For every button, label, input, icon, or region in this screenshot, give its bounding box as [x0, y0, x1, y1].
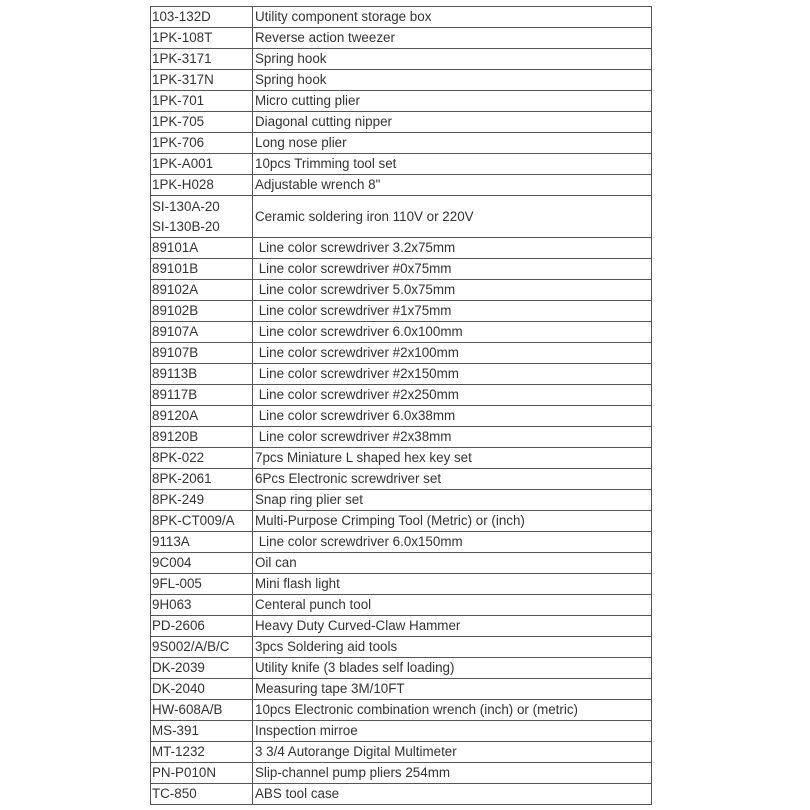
- part-number-cell: [151, 385, 253, 406]
- part-number-cell: [151, 238, 253, 259]
- table-row: [151, 70, 652, 91]
- description-cell: [253, 154, 652, 175]
- part-number-cell: [151, 490, 253, 511]
- part-description: Oil can: [255, 555, 297, 570]
- part-number-cell: [151, 595, 253, 616]
- part-description: Line color screwdriver 5.0x75mm: [255, 282, 456, 297]
- table-row: [151, 742, 652, 763]
- part-number-cell: [151, 364, 253, 385]
- table-row: [151, 49, 652, 70]
- part-number: SI-130B-20: [152, 218, 220, 234]
- part-number: 9S002/A/B/C: [152, 639, 230, 654]
- part-number: 1PK-706: [152, 135, 205, 150]
- part-number-cell: [151, 70, 253, 91]
- part-description: 10pcs Trimming tool set: [255, 156, 397, 171]
- description-cell: [253, 679, 652, 700]
- part-number-cell: [151, 469, 253, 490]
- table-row: [151, 322, 652, 343]
- part-number-cell: [151, 322, 253, 343]
- part-number-cell: [151, 700, 253, 721]
- description-cell: [253, 784, 652, 805]
- part-description: Utility knife (3 blades self loading): [255, 660, 455, 675]
- part-description: Measuring tape 3M/10FT: [255, 681, 405, 696]
- part-number: 89102A: [152, 282, 199, 297]
- part-description: Long nose plier: [255, 135, 347, 150]
- table-row: [151, 238, 652, 259]
- part-description: Line color screwdriver 3.2x75mm: [255, 240, 456, 255]
- table-row: [151, 133, 652, 154]
- part-number-cell: [151, 196, 253, 238]
- part-number: 89113B: [152, 366, 198, 381]
- part-description: Line color screwdriver 6.0x38mm: [255, 408, 456, 423]
- part-number: 1PK-705: [152, 114, 205, 129]
- part-number: 103-132D: [152, 9, 211, 24]
- description-cell: [253, 322, 652, 343]
- part-number-cell: [151, 49, 253, 70]
- table-row: [151, 91, 652, 112]
- part-description: Inspection mirroe: [255, 723, 358, 738]
- part-description: 7pcs Miniature L shaped hex key set: [255, 450, 472, 465]
- part-description: Snap ring plier set: [255, 492, 363, 507]
- description-cell: [253, 595, 652, 616]
- part-description: Reverse action tweezer: [255, 30, 395, 45]
- part-number-cell: [151, 343, 253, 364]
- part-description: Line color screwdriver #1x75mm: [255, 303, 452, 318]
- part-number: MT-1232: [152, 744, 205, 759]
- part-description: Spring hook: [255, 72, 327, 87]
- table-row: [151, 658, 652, 679]
- table-row: [151, 175, 652, 196]
- part-description: 6Pcs Electronic screwdriver set: [255, 471, 442, 486]
- part-description: Line color screwdriver #2x250mm: [255, 387, 459, 402]
- part-description: Adjustable wrench 8": [255, 177, 381, 192]
- part-description: Ceramic soldering iron 110V or 220V: [255, 208, 474, 224]
- part-number-cell: [151, 280, 253, 301]
- part-description: Line color screwdriver 6.0x150mm: [255, 534, 463, 549]
- part-number-cell: [151, 427, 253, 448]
- part-number: 8PK-CT009/A: [152, 513, 235, 528]
- part-description: Line color screwdriver 6.0x100mm: [255, 324, 463, 339]
- part-number: 8PK-249: [152, 492, 205, 507]
- part-number: 89117B: [152, 387, 198, 402]
- part-number-cell: [151, 616, 253, 637]
- part-number: 8PK-2061: [152, 471, 212, 486]
- table-row: [151, 616, 652, 637]
- table-row: [151, 196, 652, 238]
- table-row: [151, 28, 652, 49]
- part-number: 1PK-317N: [152, 72, 214, 87]
- part-description: Slip-channel pump pliers 254mm: [255, 765, 451, 780]
- description-cell: [253, 448, 652, 469]
- part-description: Line color screwdriver #0x75mm: [255, 261, 452, 276]
- description-cell: [253, 196, 652, 238]
- part-description: Mini flash light: [255, 576, 340, 591]
- part-number: 8PK-022: [152, 450, 205, 465]
- part-number-cell: [151, 574, 253, 595]
- part-number-cell: [151, 763, 253, 784]
- table-row: [151, 721, 652, 742]
- part-number: SI-130A-20: [152, 198, 220, 214]
- table-row: [151, 427, 652, 448]
- part-number: HW-608A/B: [152, 702, 223, 717]
- part-description: 3pcs Soldering aid tools: [255, 639, 398, 654]
- part-number-cell: [151, 28, 253, 49]
- description-cell: [253, 175, 652, 196]
- part-number-cell: [151, 448, 253, 469]
- description-cell: [253, 238, 652, 259]
- description-cell: [253, 553, 652, 574]
- part-number-cell: [151, 658, 253, 679]
- table-row: [151, 763, 652, 784]
- part-number-cell: [151, 637, 253, 658]
- part-number-cell: [151, 7, 253, 28]
- table-row: [151, 259, 652, 280]
- table-row: [151, 595, 652, 616]
- part-description: Line color screwdriver #2x150mm: [255, 366, 459, 381]
- part-number: 9113A: [152, 534, 190, 549]
- table-row: [151, 406, 652, 427]
- part-description: Diagonal cutting nipper: [255, 114, 392, 129]
- table-row: [151, 574, 652, 595]
- part-number: 9FL-005: [152, 576, 202, 591]
- description-cell: [253, 406, 652, 427]
- part-number-cell: [151, 679, 253, 700]
- part-description: Multi-Purpose Crimping Tool (Metric) or (inch): [255, 513, 525, 528]
- part-number: 89120A: [152, 408, 199, 423]
- part-number: MS-391: [152, 723, 199, 738]
- description-cell: [253, 658, 652, 679]
- part-number: 89102B: [152, 303, 199, 318]
- table-row: [151, 490, 652, 511]
- part-number-cell: [151, 532, 253, 553]
- table-row: [151, 700, 652, 721]
- description-cell: [253, 469, 652, 490]
- description-cell: [253, 700, 652, 721]
- description-cell: [253, 112, 652, 133]
- description-cell: [253, 28, 652, 49]
- table-row: [151, 469, 652, 490]
- description-cell: [253, 49, 652, 70]
- description-cell: [253, 763, 652, 784]
- part-description: Line color screwdriver #2x38mm: [255, 429, 452, 444]
- part-number-cell: [151, 511, 253, 532]
- table-row: [151, 7, 652, 28]
- part-description: ABS tool case: [255, 786, 340, 801]
- description-cell: [253, 427, 652, 448]
- description-cell: [253, 574, 652, 595]
- part-number-cell: [151, 742, 253, 763]
- description-cell: [253, 742, 652, 763]
- part-number-cell: [151, 784, 253, 805]
- description-cell: [253, 343, 652, 364]
- description-cell: [253, 301, 652, 322]
- part-number: PD-2606: [152, 618, 205, 633]
- part-description: 10pcs Electronic combination wrench (inch) or (metric): [255, 702, 578, 717]
- part-number: 9H063: [152, 597, 192, 612]
- part-number: DK-2039: [152, 660, 205, 675]
- description-cell: [253, 70, 652, 91]
- table-row: [151, 154, 652, 175]
- table-row: [151, 511, 652, 532]
- part-description: Spring hook: [255, 51, 327, 66]
- part-number-cell: [151, 154, 253, 175]
- table-row: [151, 784, 652, 805]
- table-row: [151, 280, 652, 301]
- description-cell: [253, 133, 652, 154]
- part-number: 1PK-3171: [152, 51, 212, 66]
- part-description: Utility component storage box: [255, 9, 432, 24]
- part-number-cell: [151, 406, 253, 427]
- description-cell: [253, 259, 652, 280]
- part-number-cell: [151, 112, 253, 133]
- description-cell: [253, 721, 652, 742]
- description-cell: [253, 490, 652, 511]
- part-number-cell: [151, 259, 253, 280]
- table-row: [151, 112, 652, 133]
- part-number: 89120B: [152, 429, 199, 444]
- part-number: 89101A: [152, 240, 199, 255]
- description-cell: [253, 280, 652, 301]
- parts-table-body: [151, 7, 652, 805]
- table-row: [151, 448, 652, 469]
- part-description: 3 3/4 Autorange Digital Multimeter: [255, 744, 457, 759]
- part-number: 89107A: [152, 324, 199, 339]
- part-number-cell: [151, 133, 253, 154]
- description-cell: [253, 511, 652, 532]
- part-number: PN-P010N: [152, 765, 217, 780]
- description-cell: [253, 385, 652, 406]
- description-cell: [253, 91, 652, 112]
- description-cell: [253, 637, 652, 658]
- table-row: [151, 343, 652, 364]
- part-description: Micro cutting plier: [255, 93, 360, 108]
- part-number: 1PK-H028: [152, 177, 214, 192]
- table-row: [151, 301, 652, 322]
- table-row: [151, 385, 652, 406]
- description-cell: [253, 364, 652, 385]
- table-row: [151, 364, 652, 385]
- part-number-cell: [151, 301, 253, 322]
- part-number-cell: [151, 721, 253, 742]
- parts-table: [150, 6, 652, 805]
- part-number: 89107B: [152, 345, 199, 360]
- table-row: [151, 553, 652, 574]
- part-number-cell: [151, 91, 253, 112]
- part-number: 1PK-A001: [152, 156, 214, 171]
- table-row: [151, 679, 652, 700]
- part-description: Heavy Duty Curved-Claw Hammer: [255, 618, 461, 633]
- part-number: 89101B: [152, 261, 199, 276]
- part-description: Centeral punch tool: [255, 597, 372, 612]
- part-number-cell: [151, 553, 253, 574]
- part-number: TC-850: [152, 786, 197, 801]
- description-cell: [253, 616, 652, 637]
- table-row: [151, 532, 652, 553]
- part-number: 1PK-701: [152, 93, 205, 108]
- part-description: Line color screwdriver #2x100mm: [255, 345, 459, 360]
- part-number-cell: [151, 175, 253, 196]
- table-row: [151, 637, 652, 658]
- description-cell: [253, 532, 652, 553]
- description-cell: [253, 7, 652, 28]
- part-number: DK-2040: [152, 681, 205, 696]
- part-number: 1PK-108T: [152, 30, 213, 45]
- part-number: 9C004: [152, 555, 192, 570]
